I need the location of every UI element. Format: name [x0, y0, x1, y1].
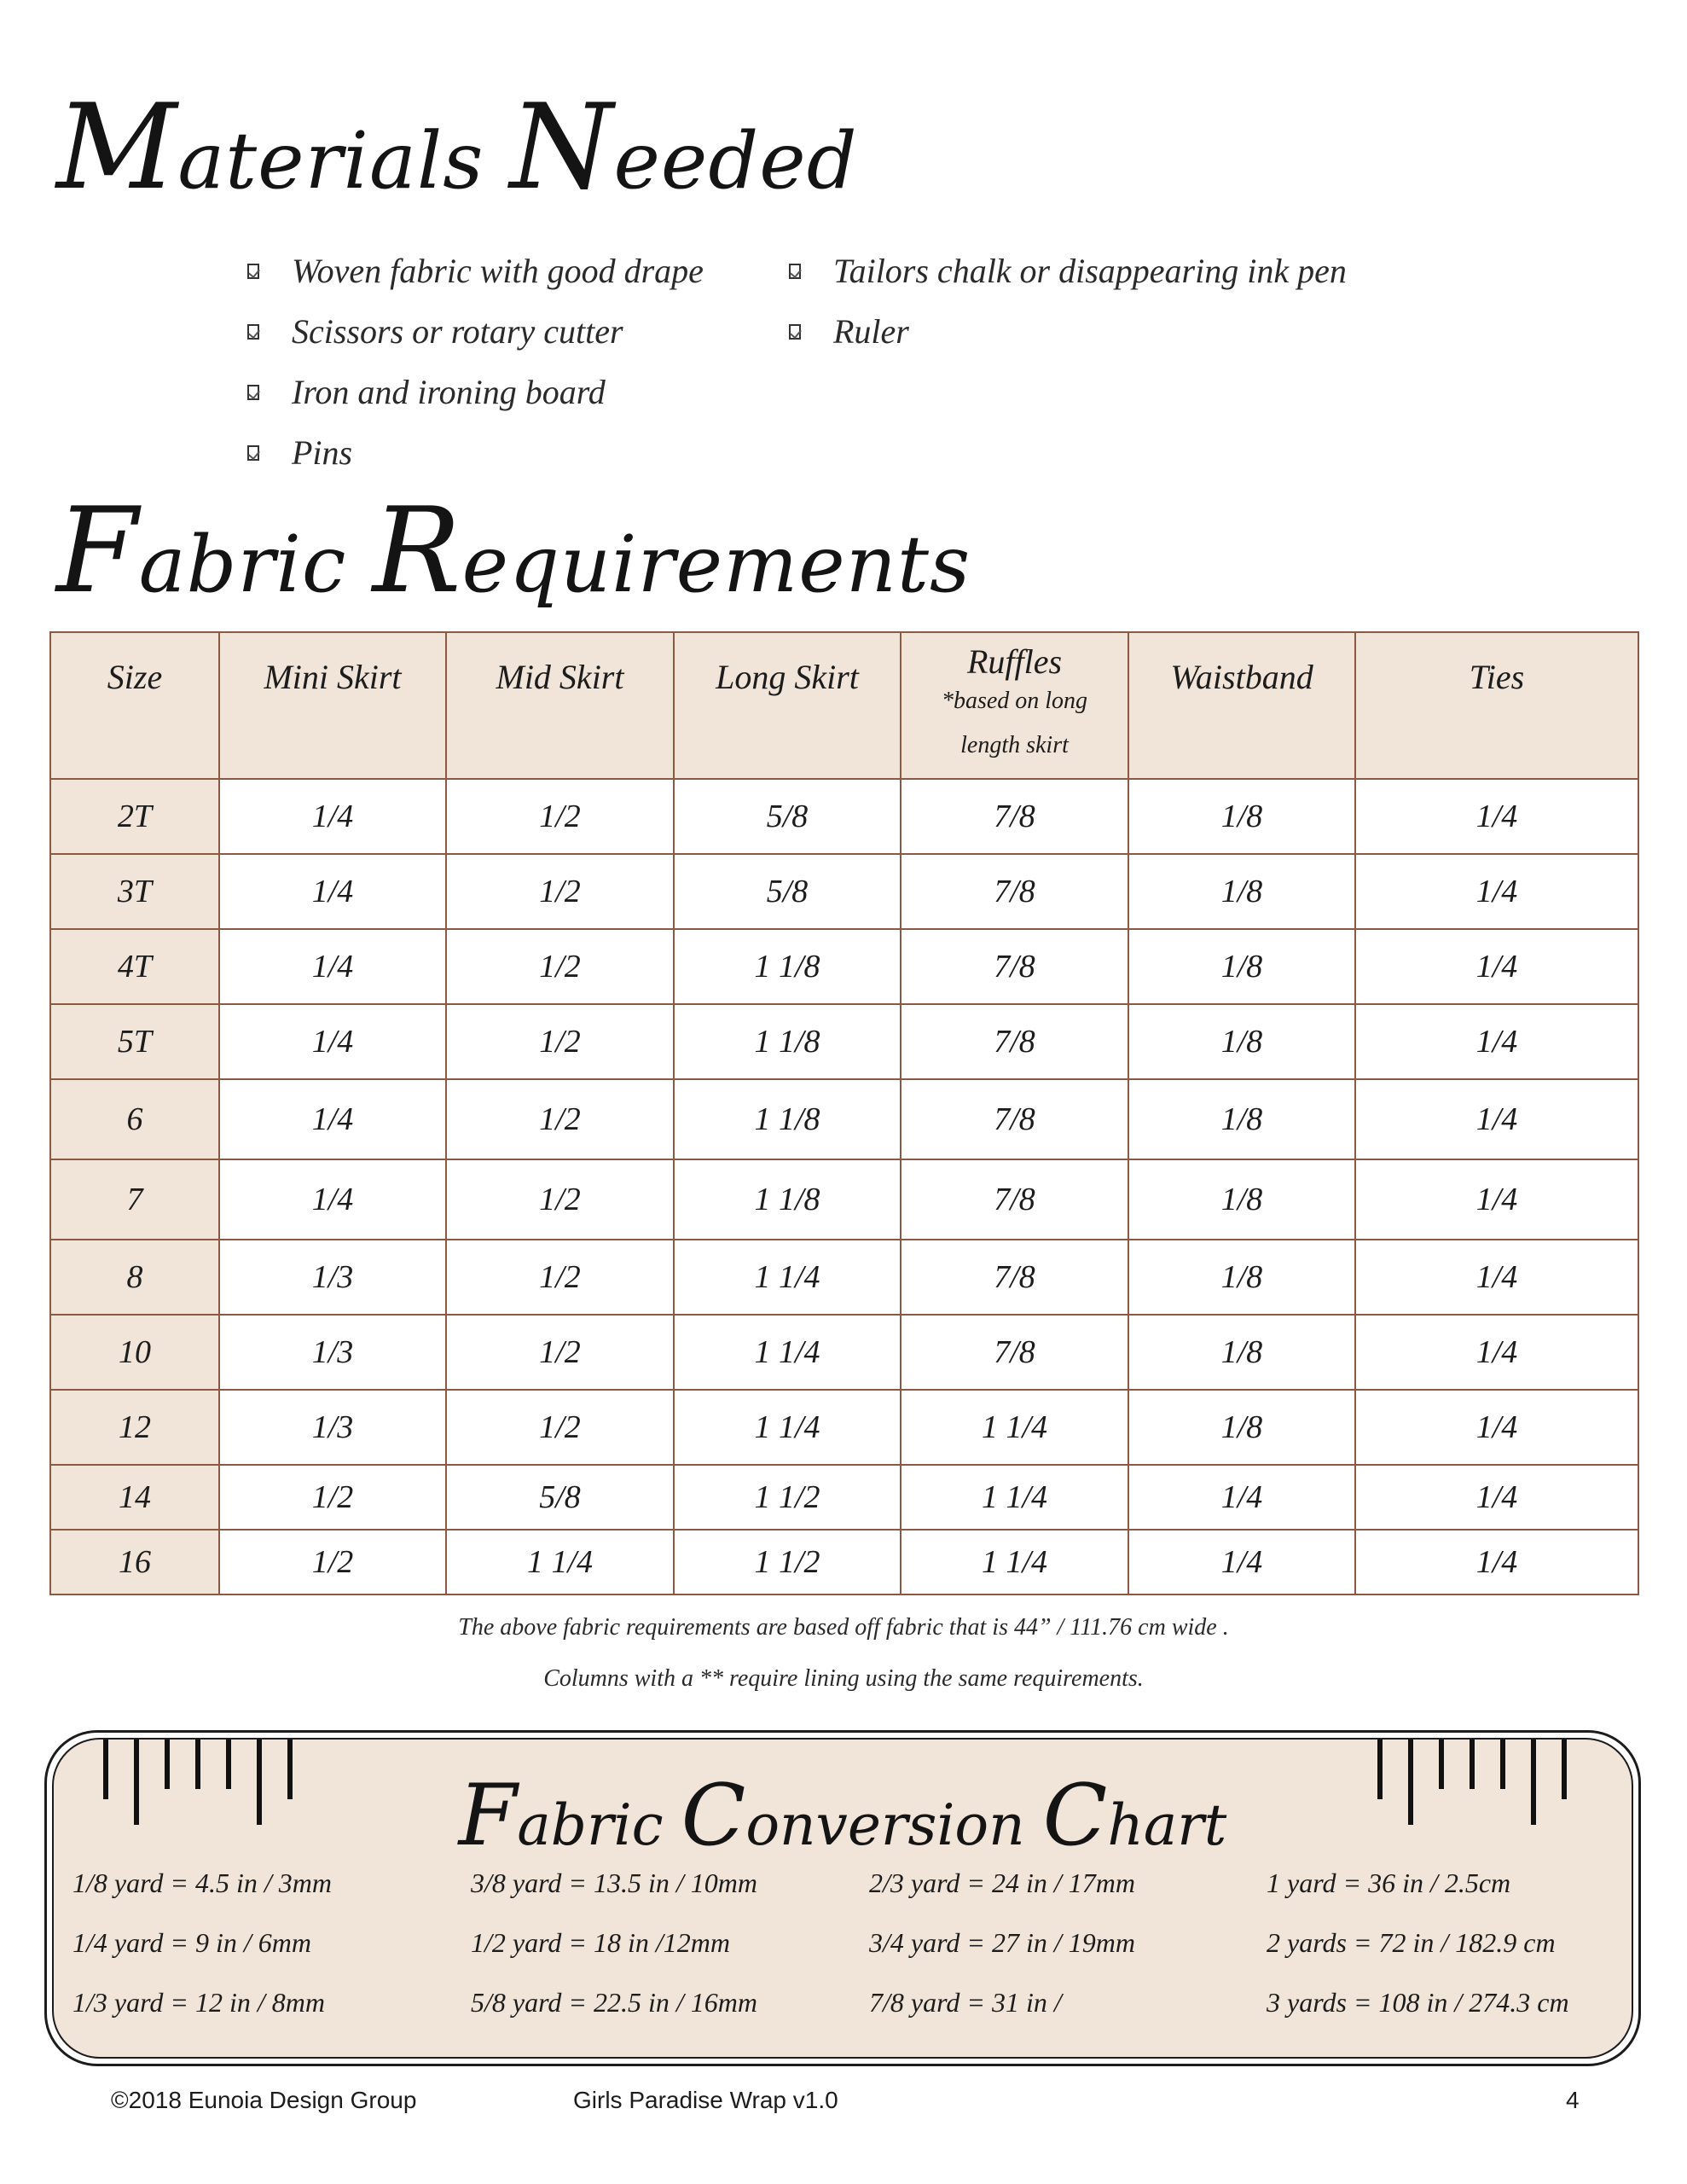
cell-mini-skirt: 1/4	[219, 1079, 446, 1159]
conversion-item: 1 yard = 36 in / 2.5cm	[1267, 1867, 1511, 1898]
conversion-column	[1267, 1867, 1569, 2047]
cell-waistband: 1/8	[1128, 929, 1355, 1004]
table-row	[50, 1079, 1638, 1159]
cell-waistband: 1/8	[1128, 1079, 1355, 1159]
material-item	[789, 301, 1347, 362]
header-waistband: Waistband	[1128, 632, 1355, 779]
material-item	[247, 241, 704, 301]
material-label: Tailors chalk or disappearing ink pen	[833, 252, 1347, 290]
material-label: Iron and ironing board	[292, 373, 606, 411]
cell-long-skirt: 1 1/8	[674, 1159, 901, 1240]
materials-title: Materials Needed	[56, 78, 858, 216]
cell-mid-skirt: 5/8	[446, 1465, 674, 1530]
table-row	[50, 1465, 1638, 1530]
checkbox-icon	[247, 385, 259, 400]
conversion-column	[471, 1867, 757, 2047]
cell-ruffles: 7/8	[901, 1004, 1128, 1079]
cell-ties: 1/4	[1355, 1390, 1638, 1465]
table-row	[50, 779, 1638, 854]
cell-mid-skirt: 1 1/4	[446, 1530, 674, 1594]
fabric-width-note: The above fabric requirements are based off fabric that is 44” / 111.76 cm wide .	[458, 1614, 1229, 1641]
cell-size: 10	[50, 1315, 219, 1390]
cell-size: 12	[50, 1390, 219, 1465]
cell-mid-skirt: 1/2	[446, 1390, 674, 1465]
checkbox-icon	[247, 445, 259, 461]
materials-list	[247, 241, 1441, 497]
cell-size: 14	[50, 1465, 219, 1530]
cell-waistband: 1/4	[1128, 1530, 1355, 1594]
cell-long-skirt: 1 1/8	[674, 1079, 901, 1159]
header-size: Size	[50, 632, 219, 779]
cell-mini-skirt: 1/4	[219, 779, 446, 854]
conversion-column	[72, 1867, 332, 2047]
cell-waistband: 1/8	[1128, 1315, 1355, 1390]
material-label: Ruler	[833, 312, 909, 351]
cell-size: 16	[50, 1530, 219, 1594]
cell-ruffles: 7/8	[901, 779, 1128, 854]
header-ruffles-label: Ruffles	[966, 642, 1063, 681]
conversion-column	[869, 1867, 1135, 2047]
footer-document-title: Girls Paradise Wrap v1.0	[573, 2087, 838, 2113]
cell-ties: 1/4	[1355, 1530, 1638, 1594]
cell-size: 4T	[50, 929, 219, 1004]
header-ties: Ties	[1355, 632, 1638, 779]
cell-size: 2T	[50, 779, 219, 854]
checkbox-icon	[789, 324, 801, 340]
materials-column-1	[247, 241, 704, 483]
cell-ties: 1/4	[1355, 854, 1638, 929]
conversion-item: 3 yards = 108 in / 274.3 cm	[1267, 1987, 1569, 2018]
fabric-requirements-table	[49, 631, 1639, 1595]
header-mini-skirt: Mini Skirt	[219, 632, 446, 779]
cell-size: 8	[50, 1240, 219, 1315]
cell-mid-skirt: 1/2	[446, 1240, 674, 1315]
material-label: Pins	[292, 433, 353, 472]
cell-mid-skirt: 1/2	[446, 1079, 674, 1159]
cell-ties: 1/4	[1355, 1315, 1638, 1390]
cell-size: 6	[50, 1079, 219, 1159]
cell-ties: 1/4	[1355, 929, 1638, 1004]
cell-waistband: 1/8	[1128, 1390, 1355, 1465]
material-label: Scissors or rotary cutter	[292, 312, 623, 351]
cell-ties: 1/4	[1355, 1240, 1638, 1315]
page-number: 4	[1566, 2087, 1580, 2113]
footer-copyright: ©2018 Eunoia Design Group	[111, 2087, 417, 2113]
cell-size: 3T	[50, 854, 219, 929]
cell-waistband: 1/4	[1128, 1465, 1355, 1530]
header-ruffles	[901, 632, 1128, 779]
table-header-row	[50, 632, 1638, 779]
cell-size: 5T	[50, 1004, 219, 1079]
conversion-item: 5/8 yard = 22.5 in / 16mm	[471, 1987, 757, 2018]
material-item	[789, 241, 1347, 301]
header-ruffles-note-1: *based on long	[941, 688, 1088, 714]
materials-column-2	[789, 241, 1347, 362]
conversion-item: 1/3 yard = 12 in / 8mm	[72, 1987, 325, 2018]
table-row	[50, 1159, 1638, 1240]
cell-mid-skirt: 1/2	[446, 929, 674, 1004]
cell-mini-skirt: 1/4	[219, 1004, 446, 1079]
cell-mini-skirt: 1/4	[219, 1159, 446, 1240]
cell-long-skirt: 1 1/8	[674, 1004, 901, 1079]
conversion-item: 2 yards = 72 in / 182.9 cm	[1267, 1927, 1556, 1958]
conversion-item: 1/2 yard = 18 in /12mm	[471, 1927, 730, 1958]
table-row	[50, 1390, 1638, 1465]
checkbox-icon	[247, 264, 259, 279]
cell-ruffles: 7/8	[901, 929, 1128, 1004]
table-row	[50, 1315, 1638, 1390]
cell-ties: 1/4	[1355, 1465, 1638, 1530]
conversion-item: 1/4 yard = 9 in / 6mm	[72, 1927, 311, 1958]
cell-size: 7	[50, 1159, 219, 1240]
cell-waistband: 1/8	[1128, 854, 1355, 929]
cell-long-skirt: 5/8	[674, 854, 901, 929]
cell-mini-skirt: 1/2	[219, 1465, 446, 1530]
material-label: Woven fabric with good drape	[292, 252, 704, 290]
lining-note: Columns with a ** require lining using the same requirements.	[543, 1665, 1144, 1692]
cell-ties: 1/4	[1355, 1159, 1638, 1240]
cell-long-skirt: 1 1/4	[674, 1390, 901, 1465]
cell-mid-skirt: 1/2	[446, 1159, 674, 1240]
conversion-item: 3/8 yard = 13.5 in / 10mm	[471, 1867, 757, 1898]
table-row	[50, 1004, 1638, 1079]
cell-mid-skirt: 1/2	[446, 779, 674, 854]
cell-ruffles: 7/8	[901, 1315, 1128, 1390]
cell-mini-skirt: 1/4	[219, 854, 446, 929]
cell-long-skirt: 1 1/2	[674, 1465, 901, 1530]
cell-ruffles: 7/8	[901, 1079, 1128, 1159]
material-item	[247, 301, 704, 362]
conversion-item: 2/3 yard = 24 in / 17mm	[869, 1867, 1135, 1898]
cell-long-skirt: 1 1/4	[674, 1315, 901, 1390]
table-row	[50, 1530, 1638, 1594]
cell-long-skirt: 1 1/4	[674, 1240, 901, 1315]
table-body	[50, 779, 1638, 1594]
cell-ruffles: 7/8	[901, 1159, 1128, 1240]
cell-ruffles: 7/8	[901, 1240, 1128, 1315]
cell-mini-skirt: 1/4	[219, 929, 446, 1004]
cell-mini-skirt: 1/2	[219, 1530, 446, 1594]
table-row	[50, 929, 1638, 1004]
cell-ruffles: 1 1/4	[901, 1530, 1128, 1594]
checkbox-icon	[247, 324, 259, 340]
cell-mini-skirt: 1/3	[219, 1390, 446, 1465]
cell-ruffles: 7/8	[901, 854, 1128, 929]
cell-waistband: 1/8	[1128, 1159, 1355, 1240]
cell-waistband: 1/8	[1128, 1240, 1355, 1315]
cell-long-skirt: 5/8	[674, 779, 901, 854]
cell-ruffles: 1 1/4	[901, 1390, 1128, 1465]
cell-mid-skirt: 1/2	[446, 854, 674, 929]
conversion-chart-title: Fabric Conversion Chart	[458, 1767, 1227, 1865]
header-ruffles-note-2: length skirt	[960, 732, 1069, 758]
material-item	[247, 362, 704, 422]
conversion-chart-panel	[52, 1738, 1633, 2059]
cell-long-skirt: 1 1/8	[674, 929, 901, 1004]
conversion-item: 1/8 yard = 4.5 in / 3mm	[72, 1867, 332, 1898]
conversion-chart-box	[44, 1730, 1641, 2066]
cell-long-skirt: 1 1/2	[674, 1530, 901, 1594]
material-item	[247, 422, 704, 483]
cell-ties: 1/4	[1355, 1004, 1638, 1079]
fabric-requirements-title: Fabric Requirements	[56, 482, 971, 619]
conversion-item: 3/4 yard = 27 in / 19mm	[869, 1927, 1135, 1958]
cell-ruffles: 1 1/4	[901, 1465, 1128, 1530]
cell-waistband: 1/8	[1128, 779, 1355, 854]
cell-ties: 1/4	[1355, 779, 1638, 854]
cell-mid-skirt: 1/2	[446, 1315, 674, 1390]
conversion-item: 7/8 yard = 31 in /	[869, 1987, 1062, 2018]
cell-mini-skirt: 1/3	[219, 1315, 446, 1390]
cell-mini-skirt: 1/3	[219, 1240, 446, 1315]
checkbox-icon	[789, 264, 801, 279]
cell-ties: 1/4	[1355, 1079, 1638, 1159]
cell-waistband: 1/8	[1128, 1004, 1355, 1079]
header-mid-skirt: Mid Skirt	[446, 632, 674, 779]
cell-mid-skirt: 1/2	[446, 1004, 674, 1079]
table-row	[50, 1240, 1638, 1315]
table-row	[50, 854, 1638, 929]
header-long-skirt: Long Skirt	[674, 632, 901, 779]
